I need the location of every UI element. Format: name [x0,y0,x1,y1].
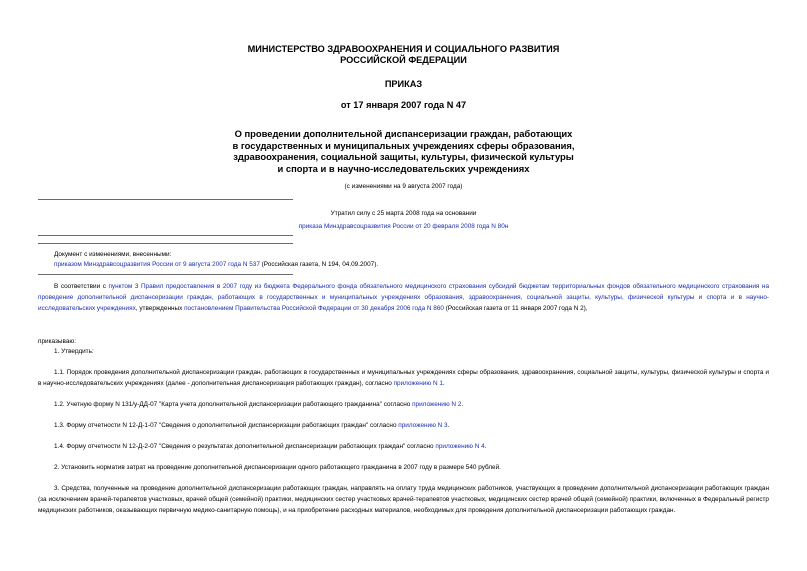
title-line-3: здравоохранения, социальной защиты, культуры, физической культуры [233,151,574,163]
loss-of-force-notice [0,207,807,233]
item-1-4-period: . [484,443,487,450]
rules-link[interactable]: пунктом 3 Правил предоставления в 2007 году из бюджета Федерального фонда обязательного медицинского страхования субсидий бюджетам территориальных фондов обязательного медицинского страхования на проведение дополнительной диспансеризации граждан, работающих в государственных и муниципальных учреждениях образования, здравоохранения, социальной защиты, культуры, физической культуры и спорта и в научно-исследовательских учреждениях [38,283,769,312]
doc-date: от 17 января 2007 года N 47 [340,100,467,110]
ministry-header [0,44,807,66]
loss-of-force-text: Утратил силу с 25 марта 2008 года на основании [330,210,477,217]
item-1-1 [38,368,769,390]
item-1-1-text: 1.1. Порядок проведения дополнительной диспансеризации граждан, работающих в государственных и муниципальных учреждениях сферы образования, здравоохранения, социальной защиты, культуры, физической культуры и спорта и в научно-исследовательских учреждениях (далее - дополнительная диспансеризация работающих граждан), согласно [38,369,769,387]
ministry-line-2: РОССИЙСКОЙ ФЕДЕРАЦИИ [340,55,467,65]
document-title [0,128,807,174]
amendment-note: (с изменениями на 9 августа 2007 года) [344,183,463,190]
appendix-1-link[interactable]: приложению N 1 [393,379,443,387]
changes-label: Документ с изменениями, внесенными: [54,251,172,258]
changes-line [54,260,378,270]
title-line-2: в государственных и муниципальных учреждениях сферы образования, [232,139,575,151]
appendix-3-link[interactable]: приложению N 3 [398,422,448,429]
item-2 [38,463,769,474]
order-word: приказываю: [38,338,76,345]
appendix-4-link[interactable]: приложению N 4 [435,443,485,450]
ministry-line-1: МИНИСТЕРСТВО ЗДРАВООХРАНЕНИЯ И СОЦИАЛЬНОГО РАЗВИТИЯ [247,44,560,54]
changes-note [54,250,378,270]
government-resolution-link[interactable]: постановлением Правительства Российской Федерации от 30 декабря 2006 года N 860 [184,304,444,312]
appendix-2-link[interactable]: приложению N 2 [412,401,462,408]
title-line-1: О проведении дополнительной диспансеризации граждан, работающих [234,128,573,139]
item-1-2-period: . [461,401,464,408]
item-1-4-text: 1.4. Форму отчетности N 12-Д-2-07 "Сведения о результатах дополнительной диспансеризации работающих граждан" согласно [54,443,436,450]
item-1-3-text: 1.3. Форму отчетности N 12-Д-1-07 "Сведения о дополнительной диспансеризации работающих граждан" согласно [54,422,399,429]
preamble-text-2: , утвержденных [135,304,185,312]
divider [38,235,293,236]
item-1 [38,347,769,358]
title-line-4: и спорта и в научно-исследовательских учреждениях [277,162,530,174]
item-1-3 [38,421,769,432]
loss-of-force-link[interactable]: приказа Минздравсоцразвития России от 20 февраля 2008 года N 80н [298,223,509,230]
changes-link[interactable]: приказом Минздравсоцразвития России от 9 августа 2007 года N 537 [54,261,260,268]
item-1-2-text: 1.2. Учетную форму N 131/у-ДД-07 "Карта учета дополнительной диспансеризации работающего гражданина" согласно [54,401,413,408]
item-1-2 [38,400,769,411]
divider [38,243,293,244]
item-1-text: 1. Утвердить: [54,348,94,355]
doc-type: ПРИКАЗ [384,79,423,89]
changes-tail: (Российская газета, N 194, 04.09.2007). [259,261,379,268]
preamble-paragraph [38,282,769,314]
preamble-text-3: (Российская газета от 11 января 2007 года N 2), [443,304,588,312]
item-1-3-period: . [447,422,450,429]
item-2-text: 2. Установить норматив затрат на проведение дополнительной диспансеризации одного работающего гражданина в 2007 году в размере 540 рублей. [54,464,501,471]
item-1-4 [38,442,769,453]
divider [38,274,293,275]
divider [38,199,293,200]
preamble-text-1: В соответствии с [54,283,109,290]
item-1-1-period: . [442,379,445,387]
item-3-text: 3. Средства, полученные на проведение дополнительной диспансеризации работающих граждан, направлять на оплату труда медицинских работников, участвующих в проведении дополнительной диспансеризации работающих граждан (за исключением врачей-терапевтов участковых, врачей общей (семейной) практики, медицинских сестер участковых врачей-терапевтов участковых, медицинских сестер врачей общей (семейной) практики, включенных в Федеральный регистр медицинских работников, оказывающих первичную медико-санитарную помощь), и на приобретение расходных материалов, необходимых для проведения дополнительной диспансеризации работающих граждан. [38,485,769,514]
item-3 [38,484,769,516]
